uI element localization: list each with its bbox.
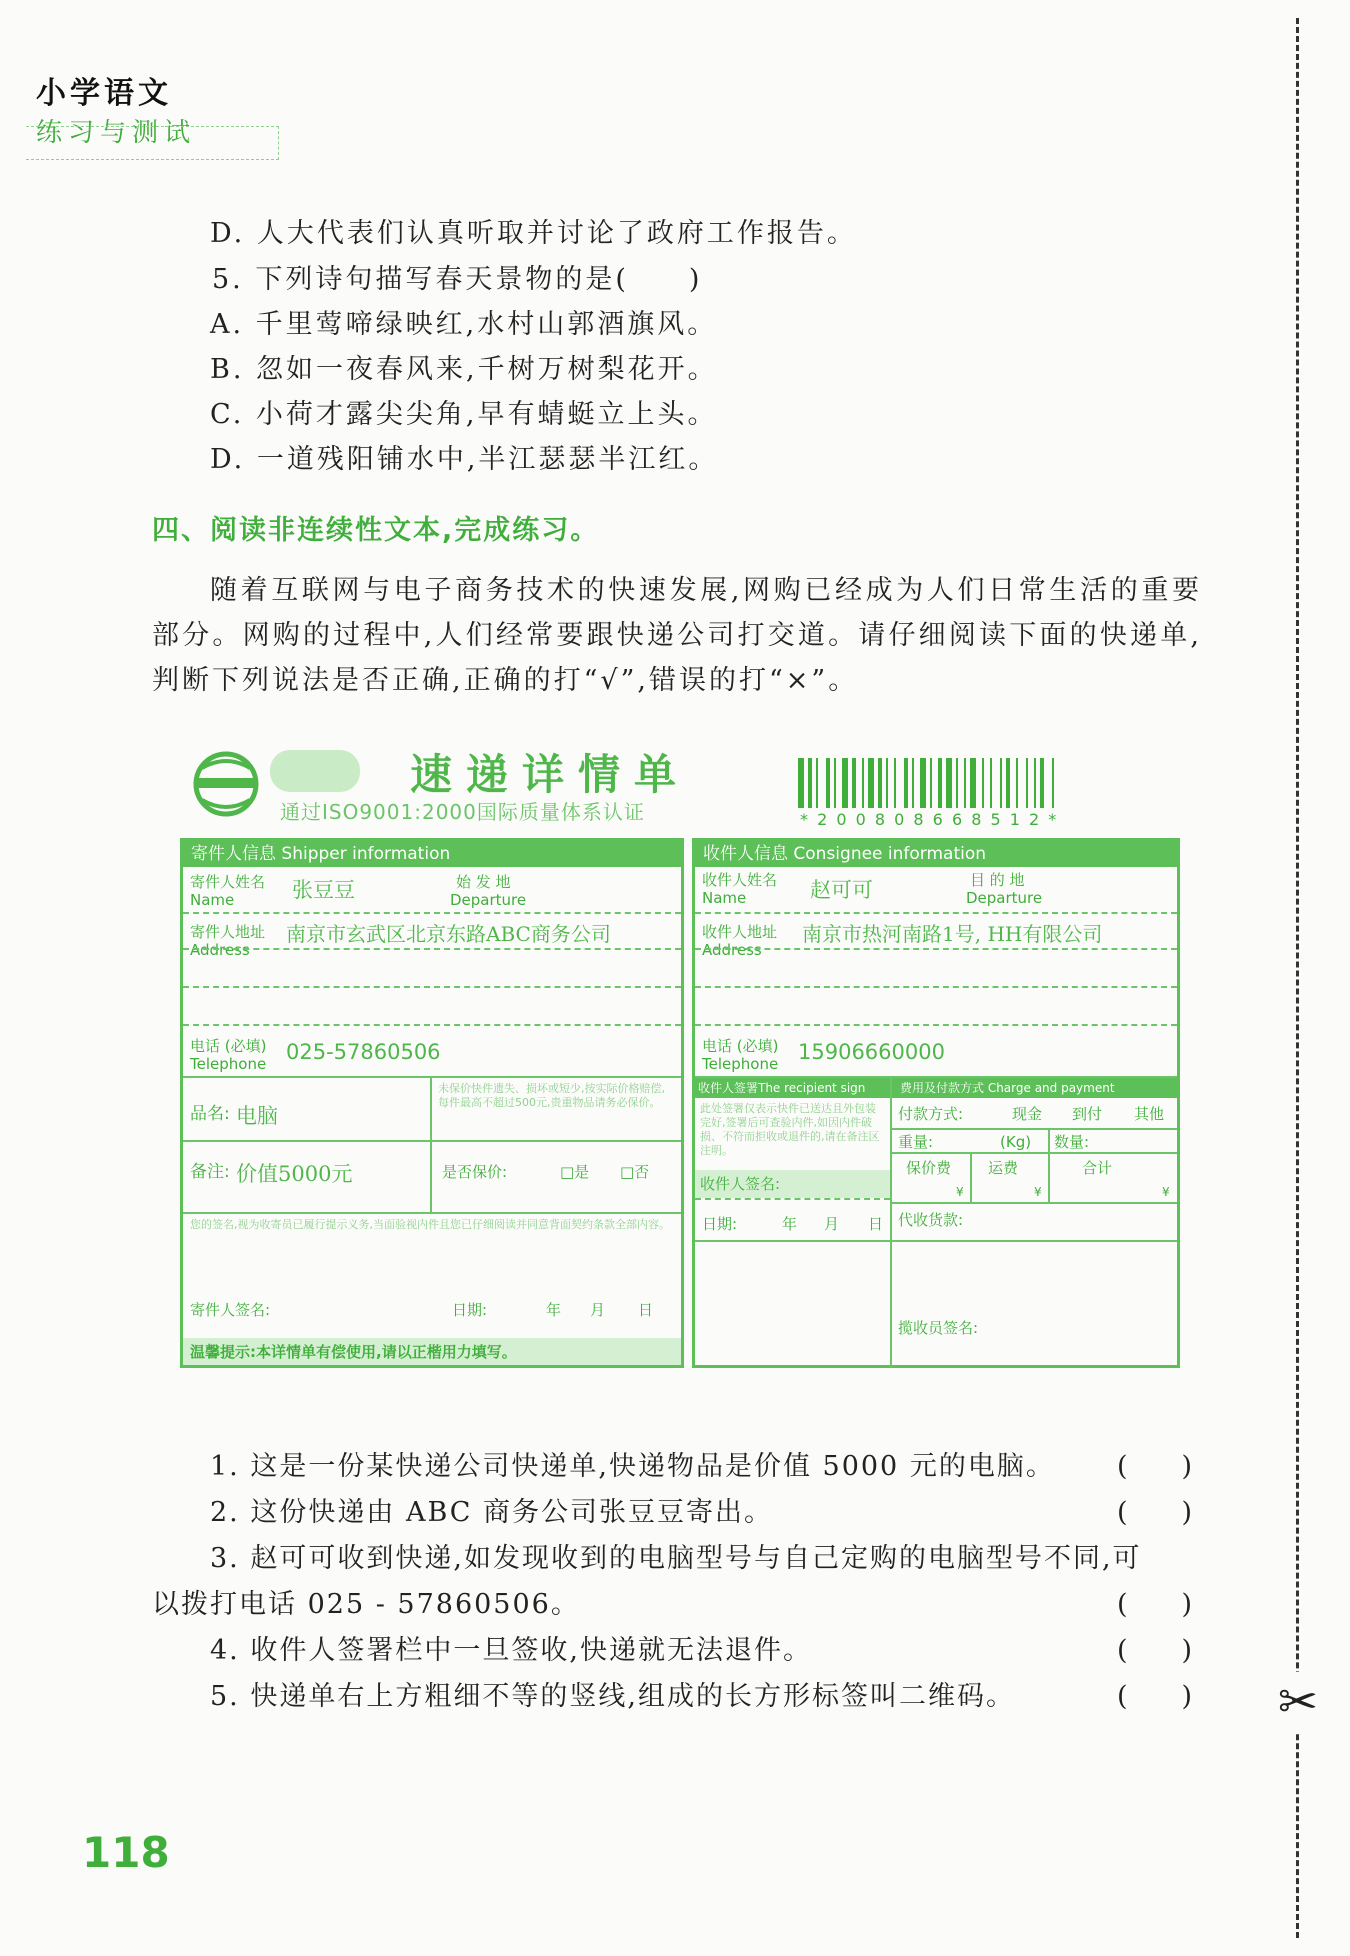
barcode-number: * 2 0 0 8 0 8 6 6 8 5 1 2 * — [800, 810, 1059, 829]
shipper-year: 年 — [546, 1301, 562, 1319]
cod-amount-label: 代收货款: — [898, 1211, 964, 1229]
weight-label: 重量: — [898, 1133, 934, 1151]
statement-number: 5. — [210, 1681, 240, 1712]
insurance-fee-label: 保价费 — [906, 1159, 952, 1177]
payment-other: 其他 — [1134, 1105, 1165, 1123]
recipient-sign-label: 收件人签名: — [700, 1175, 781, 1193]
statement-4 — [210, 1628, 812, 1667]
barcode-bar — [834, 758, 836, 808]
statement-3-cont: 以拨打电话 025 - 57860506。 — [152, 1589, 580, 1620]
departure-label-en: Departure — [450, 891, 527, 909]
quantity-label: 数量: — [1054, 1133, 1090, 1151]
barcode-bar — [1006, 758, 1010, 808]
statement-number: 4. — [210, 1635, 240, 1666]
barcode-bar — [956, 758, 958, 808]
barcode-bar — [878, 758, 882, 808]
barcode-bar — [816, 758, 818, 808]
barcode-bar — [842, 758, 848, 808]
declaration-text: 您的签名,视为收寄员已履行提示义务,当面验视内件且您已仔细阅读并同意背面契约条款全部内容。 — [190, 1218, 670, 1231]
total-currency: ¥ — [1162, 1185, 1170, 1199]
shipper-header: 寄件人信息 Shipper information — [183, 841, 681, 867]
destination-label-en: Departure — [966, 889, 1043, 907]
barcode-bar — [982, 758, 984, 808]
answer-blank-3[interactable]: ( ) — [1117, 1589, 1193, 1620]
shipper-address-value: 南京市玄武区北京东路ABC商务公司 — [286, 922, 611, 946]
question-block — [210, 216, 1210, 476]
insured-no-checkbox[interactable]: □否 — [620, 1163, 650, 1181]
statement-text: 收件人签署栏中一旦签收,快递就无法退件。 — [250, 1635, 812, 1666]
divider — [183, 912, 681, 914]
barcode-bar — [946, 758, 952, 808]
statements — [152, 1444, 1212, 1712]
barcode-bar — [868, 758, 874, 808]
statement-number: 1. — [210, 1451, 240, 1482]
divider — [1048, 1152, 1050, 1202]
consignee-name-value: 赵可可 — [810, 878, 873, 902]
form-title: 速递详情单 — [410, 750, 691, 799]
payment-cod: 到付 — [1072, 1105, 1103, 1123]
option-c: C. 小荷才露尖尖角,早有蜻蜓立上头。 — [210, 399, 718, 430]
answer-blank-1[interactable]: ( ) — [1117, 1451, 1193, 1482]
payment-label: 付款方式: — [898, 1105, 964, 1123]
barcode-bar — [852, 758, 856, 808]
shipper-phone-label: 电话 (必填) — [190, 1037, 267, 1055]
shipper-phone-label-en: Telephone — [190, 1055, 267, 1073]
express-form — [180, 738, 1180, 1388]
scissors-icon: ✂ — [1270, 1672, 1326, 1732]
divider — [890, 1076, 892, 1368]
shipper-date-label: 日期: — [452, 1301, 488, 1319]
statement-1 — [210, 1444, 1055, 1483]
total-label: 合计 — [1082, 1159, 1113, 1177]
barcode-bar — [862, 758, 864, 808]
statement-number: 2. — [210, 1497, 240, 1528]
barcode-bar — [964, 758, 966, 808]
section-title: 四、阅读非连续性文本,完成练习。 — [152, 515, 600, 546]
remark-label: 备注: — [190, 1162, 230, 1182]
option-d-2: D. 一道残阳铺水中,半江瑟瑟半江红。 — [210, 444, 719, 475]
statement-5 — [210, 1674, 1015, 1713]
divider — [430, 1076, 432, 1212]
divider — [970, 1152, 972, 1202]
shipper-address-label-en: Address — [190, 941, 250, 959]
barcode-bar — [886, 758, 888, 808]
divider — [183, 1212, 681, 1214]
divider — [183, 1076, 681, 1078]
tip-text: 温馨提示:本详情单有偿使用,请以正楷用力填写。 — [190, 1343, 517, 1361]
consignee-address-label: 收件人地址 — [702, 923, 778, 941]
payment-header: 费用及付款方式 Charge and payment — [892, 1078, 1177, 1098]
divider — [695, 948, 1177, 950]
series-subtitle: 练习与测试 — [36, 118, 197, 148]
recipient-note: 此处签署仅表示快件已送达且外包装完好,签署后可查验内件,如因内件破损、不符而拒收或退件的,请在备注区注明。 — [700, 1102, 880, 1157]
statement-number: 3. — [210, 1543, 240, 1574]
consignee-month: 月 — [824, 1215, 840, 1233]
statement-text: 快递单右上方粗细不等的竖线,组成的长方形标签叫二维码。 — [250, 1681, 1015, 1712]
insured-yes-checkbox[interactable]: □是 — [560, 1163, 590, 1181]
divider — [1048, 1128, 1050, 1152]
payment-cash: 现金 — [1012, 1105, 1043, 1123]
statement-text: 赵可可收到快递,如发现收到的电脑型号与自己定购的电脑型号不同,可 — [250, 1543, 1142, 1574]
shipper-address-label: 寄件人地址 — [190, 923, 266, 941]
barcode-bar — [1034, 758, 1036, 808]
insurance-fee-currency: ¥ — [956, 1185, 964, 1199]
blurred-company-name — [270, 750, 360, 792]
barcode-bar — [938, 758, 942, 808]
insured-label: 是否保价: — [442, 1163, 508, 1181]
shipper-name-value: 张豆豆 — [292, 878, 355, 902]
consignee-name-label: 收件人姓名 — [702, 871, 778, 889]
series-title: 小学语文 — [36, 76, 172, 111]
consignee-header: 收件人信息 Consignee information — [695, 841, 1177, 867]
consignee-address-value: 南京市热河南路1号, HH有限公司 — [802, 922, 1103, 946]
intro-paragraph: 随着互联网与电子商务技术的快速发展,网购已经成为人们日常生活的重要部分。网购的过程中,人们经常要跟快递公司打交道。请仔细阅读下面的快递单,判断下列说法是否正确,正确的打“√”,错误的打“×”。 — [152, 575, 1202, 696]
statement-2 — [210, 1490, 773, 1529]
certification-text: 通过ISO9001:2000国际质量体系认证 — [280, 800, 645, 824]
barcode — [798, 758, 1170, 808]
divider — [183, 948, 681, 950]
shipper-name-label-en: Name — [190, 891, 235, 909]
divider — [695, 986, 1177, 988]
consignee-phone-value: 15906660000 — [798, 1040, 945, 1064]
weight-unit: (Kg) — [1000, 1133, 1032, 1151]
statement-text: 这份快递由 ABC 商务公司张豆豆寄出。 — [250, 1497, 774, 1528]
barcode-bar — [1016, 758, 1018, 808]
barcode-bar — [1040, 758, 1044, 808]
barcode-bar — [1000, 758, 1002, 808]
barcode-bar — [808, 758, 812, 808]
globe-logo-icon — [190, 748, 262, 820]
barcode-bar — [920, 758, 926, 808]
answer-blank-4[interactable]: ( ) — [1117, 1635, 1193, 1666]
answer-blank-2[interactable]: ( ) — [1117, 1497, 1193, 1528]
item-value: 电脑 — [236, 1104, 278, 1128]
barcode-bar — [1026, 758, 1028, 808]
consignee-year: 年 — [782, 1215, 798, 1233]
divider — [183, 986, 681, 988]
remark-value: 价值5000元 — [236, 1162, 353, 1186]
freight-label: 运费 — [988, 1159, 1019, 1177]
barcode-bar — [912, 758, 914, 808]
collector-sign-label: 揽收员签名: — [898, 1319, 979, 1337]
shipper-name-label: 寄件人姓名 — [190, 873, 266, 891]
divider — [183, 1024, 681, 1026]
consignee-date-label: 日期: — [702, 1215, 738, 1233]
statement-3 — [210, 1536, 1142, 1575]
insurance-note: 未保价快件遗失、损坏或短少,按实际价格赔偿,每件最高不超过500元,贵重物品请务必保价。 — [438, 1082, 665, 1109]
consignee-phone-label-en: Telephone — [702, 1055, 779, 1073]
divider — [695, 1198, 890, 1200]
barcode-bar — [826, 758, 830, 808]
consignee-name-label-en: Name — [702, 889, 747, 907]
barcode-bar — [1052, 758, 1054, 808]
divider — [892, 1240, 1177, 1242]
header-decoration — [26, 126, 279, 160]
destination-label: 目 的 地 — [970, 871, 1025, 889]
barcode-bar — [798, 758, 804, 808]
page-number: 118 — [82, 1828, 170, 1877]
shipper-month: 月 — [590, 1301, 606, 1319]
divider — [695, 1240, 890, 1242]
barcode-bar — [894, 758, 896, 808]
barcode-bar — [904, 758, 908, 808]
shipper-sign-label: 寄件人签名: — [190, 1301, 271, 1319]
item-label: 品名: — [190, 1104, 230, 1124]
shipper-phone-value: 025-57860506 — [286, 1040, 441, 1064]
divider — [892, 1152, 1177, 1154]
option-d: D. 人大代表们认真听取并讨论了政府工作报告。 — [210, 218, 857, 249]
divider — [892, 1202, 1177, 1204]
consignee-day: 日 — [868, 1215, 884, 1233]
barcode-bar — [930, 758, 932, 808]
recipient-sign-header: 收件人签署The recipient sign — [695, 1078, 890, 1098]
divider — [892, 1128, 1177, 1130]
departure-label: 始 发 地 — [456, 873, 511, 891]
barcode-bar — [990, 758, 992, 808]
question-5: 5. 下列诗句描写春天景物的是( ) — [212, 264, 703, 295]
option-a: A. 千里莺啼绿映红,水村山郭酒旗风。 — [210, 309, 718, 340]
consignee-phone-label: 电话 (必填) — [702, 1037, 779, 1055]
statement-text: 这是一份某快递公司快递单,快递物品是价值 5000 元的电脑。 — [250, 1451, 1055, 1482]
divider — [695, 1024, 1177, 1026]
divider — [183, 1140, 681, 1142]
freight-currency: ¥ — [1034, 1185, 1042, 1199]
consignee-address-label-en: Address — [702, 941, 762, 959]
option-b: B. 忽如一夜春风来,千树万树梨花开。 — [210, 354, 718, 385]
divider — [695, 912, 1177, 914]
shipper-day: 日 — [638, 1301, 654, 1319]
answer-blank-5[interactable]: ( ) — [1117, 1681, 1193, 1712]
barcode-bar — [970, 758, 976, 808]
cut-line — [1296, 18, 1299, 1938]
